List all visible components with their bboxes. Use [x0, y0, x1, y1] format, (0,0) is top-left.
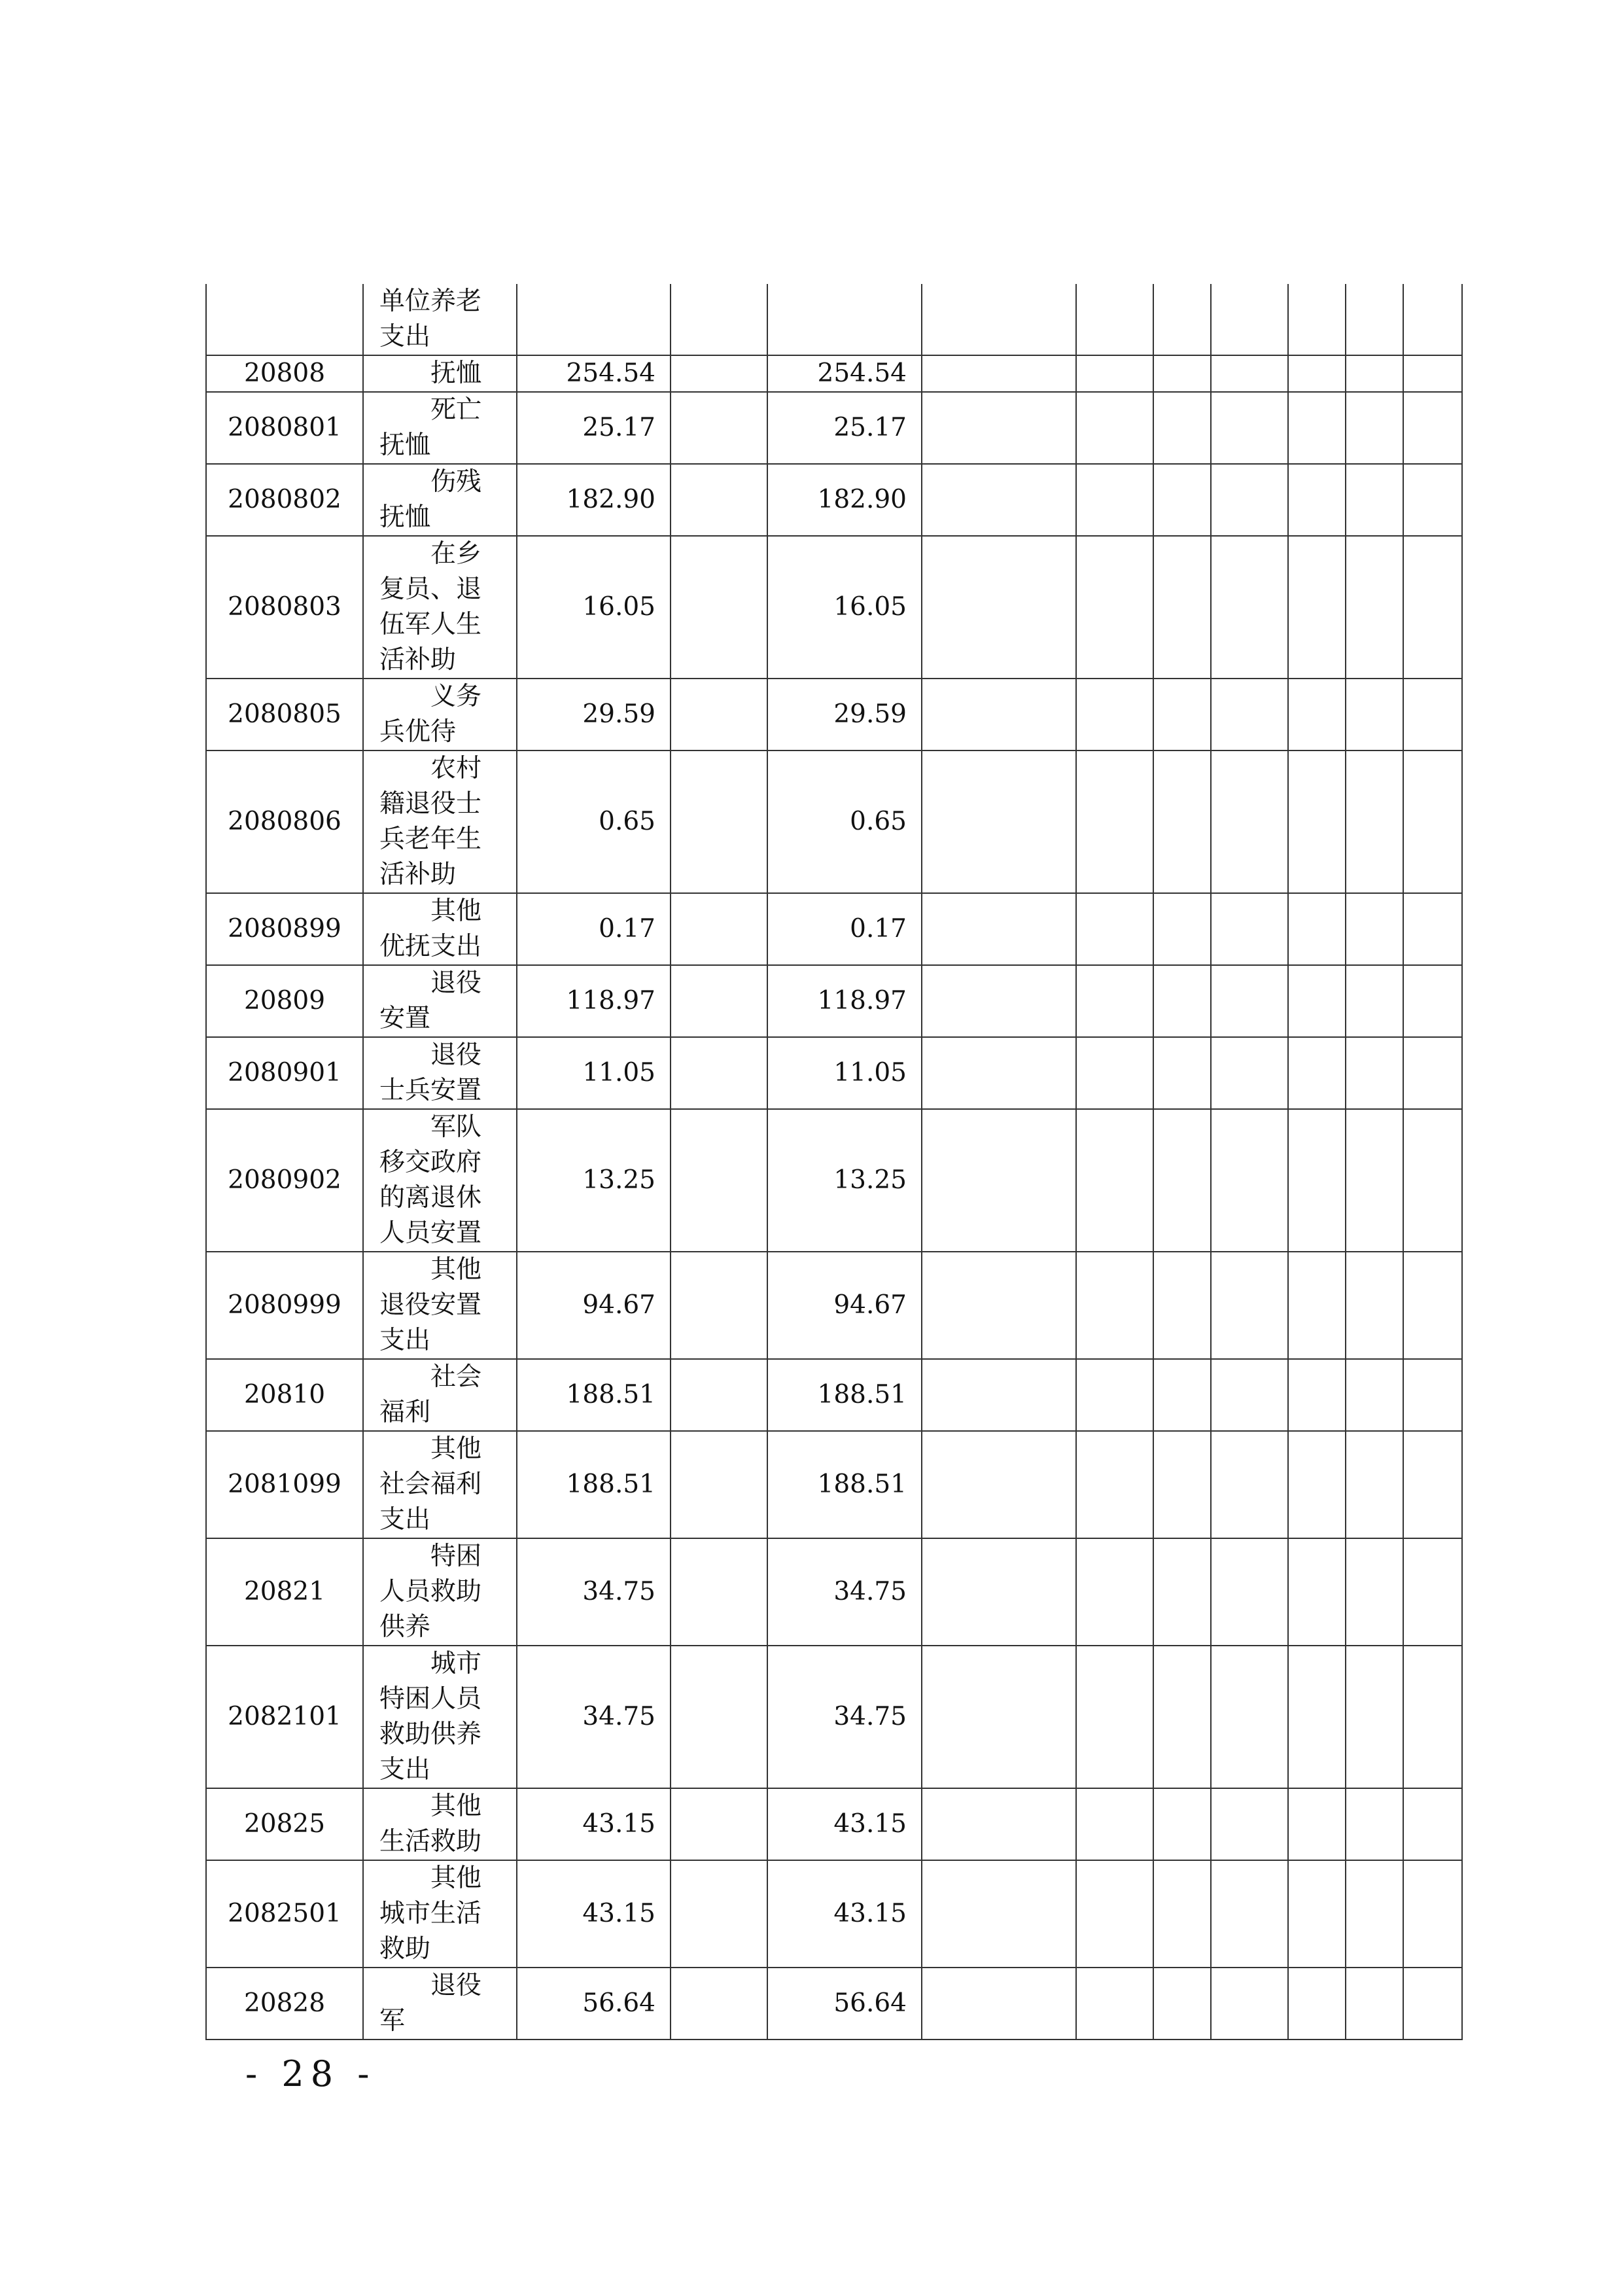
- total-amount-cell: 43.15: [517, 1860, 671, 1968]
- page-number: - 28 -: [245, 2053, 376, 2094]
- item-code-cell: 20825: [206, 1788, 363, 1860]
- empty-cell: [922, 1252, 1076, 1359]
- table-row: [206, 1252, 1462, 1359]
- empty-cell: [1346, 1538, 1403, 1646]
- item-name-cell: [363, 355, 517, 392]
- item-code-cell: 2081099: [206, 1431, 363, 1538]
- item-code-cell: 2080806: [206, 751, 363, 893]
- item-name-text: 退役士兵安置: [379, 1040, 482, 1105]
- empty-cell: [1076, 751, 1153, 893]
- empty-cell: [1076, 893, 1153, 965]
- empty-cell: [1346, 1359, 1403, 1431]
- empty-cell: [1403, 1788, 1462, 1860]
- empty-cell: [1076, 1359, 1153, 1431]
- item-name-cell: [363, 536, 517, 679]
- item-name-cell: [363, 1538, 517, 1646]
- empty-cell: [1346, 392, 1403, 464]
- empty-cell: [1153, 464, 1211, 536]
- empty-cell: [671, 679, 767, 751]
- item-name-cell: [363, 284, 517, 355]
- empty-cell: [1288, 1037, 1346, 1109]
- empty-cell: [1211, 965, 1288, 1037]
- empty-cell: [1076, 284, 1153, 355]
- empty-cell: [1211, 893, 1288, 965]
- item-name-text: 单位养老支出: [379, 287, 482, 351]
- item-code-cell: 2080899: [206, 893, 363, 965]
- empty-cell: [1076, 1109, 1153, 1252]
- empty-cell: [1288, 536, 1346, 679]
- empty-cell: [1346, 1037, 1403, 1109]
- total-amount-cell: 34.75: [517, 1538, 671, 1646]
- item-code-cell: 2080999: [206, 1252, 363, 1359]
- empty-cell: [671, 1788, 767, 1860]
- empty-cell: [1153, 1252, 1211, 1359]
- empty-cell: [1403, 392, 1462, 464]
- empty-cell: [1211, 1431, 1288, 1538]
- empty-cell: [922, 751, 1076, 893]
- basic-amount-cell: [767, 284, 922, 355]
- table-row: [206, 1646, 1462, 1788]
- empty-cell: [1211, 355, 1288, 392]
- empty-cell: [1153, 1109, 1211, 1252]
- empty-cell: [1153, 392, 1211, 464]
- item-name-cell: [363, 1431, 517, 1538]
- item-name-text: 义务兵优待: [379, 682, 482, 747]
- empty-cell: [1211, 536, 1288, 679]
- empty-cell: [1211, 1968, 1288, 2040]
- empty-cell: [1346, 893, 1403, 965]
- empty-cell: [1153, 1646, 1211, 1788]
- empty-cell: [1288, 464, 1346, 536]
- empty-cell: [671, 1359, 767, 1431]
- empty-cell: [1211, 679, 1288, 751]
- empty-cell: [1346, 464, 1403, 536]
- empty-cell: [671, 1646, 767, 1788]
- empty-cell: [1288, 1252, 1346, 1359]
- item-code-cell: 20821: [206, 1538, 363, 1646]
- basic-amount-cell: 56.64: [767, 1968, 922, 2040]
- empty-cell: [1211, 1860, 1288, 1968]
- empty-cell: [1076, 1431, 1153, 1538]
- empty-cell: [1288, 893, 1346, 965]
- empty-cell: [671, 1252, 767, 1359]
- empty-cell: [1346, 1252, 1403, 1359]
- empty-cell: [1346, 1109, 1403, 1252]
- item-name-text: 退役军: [379, 1971, 482, 2036]
- empty-cell: [671, 1431, 767, 1538]
- empty-cell: [1403, 1431, 1462, 1538]
- empty-cell: [1288, 1109, 1346, 1252]
- empty-cell: [1211, 1646, 1288, 1788]
- basic-amount-cell: 0.17: [767, 893, 922, 965]
- empty-cell: [1346, 355, 1403, 392]
- total-amount-cell: [517, 284, 671, 355]
- item-code-cell: 20808: [206, 355, 363, 392]
- empty-cell: [1346, 284, 1403, 355]
- basic-amount-cell: 118.97: [767, 965, 922, 1037]
- table-row: [206, 1860, 1462, 1968]
- empty-cell: [1288, 284, 1346, 355]
- empty-cell: [1076, 1860, 1153, 1968]
- empty-cell: [1288, 355, 1346, 392]
- table-row: [206, 1538, 1462, 1646]
- item-code-cell: 2080803: [206, 536, 363, 679]
- empty-cell: [1076, 1968, 1153, 2040]
- item-name-text: 其他退役安置支出: [379, 1255, 482, 1355]
- item-name-text: 其他城市生活救助: [379, 1863, 482, 1964]
- empty-cell: [1288, 1860, 1346, 1968]
- empty-cell: [1076, 1788, 1153, 1860]
- item-name-text: 农村籍退役士兵老年生活补助: [379, 754, 482, 889]
- item-name-cell: [363, 1860, 517, 1968]
- empty-cell: [1403, 679, 1462, 751]
- item-name-cell: [363, 1109, 517, 1252]
- empty-cell: [1153, 965, 1211, 1037]
- empty-cell: [1346, 1968, 1403, 2040]
- empty-cell: [1076, 1646, 1153, 1788]
- empty-cell: [922, 1538, 1076, 1646]
- empty-cell: [1346, 751, 1403, 893]
- table-row: [206, 355, 1462, 392]
- basic-amount-cell: 254.54: [767, 355, 922, 392]
- empty-cell: [1153, 751, 1211, 893]
- empty-cell: [922, 392, 1076, 464]
- table-row: [206, 1788, 1462, 1860]
- item-name-text: 抚恤: [430, 359, 482, 388]
- empty-cell: [1288, 679, 1346, 751]
- empty-cell: [671, 1109, 767, 1252]
- empty-cell: [922, 1788, 1076, 1860]
- table-row: [206, 1037, 1462, 1109]
- item-name-text: 在乡复员、退伍军人生活补助: [379, 539, 482, 675]
- empty-cell: [922, 1359, 1076, 1431]
- empty-cell: [1153, 1037, 1211, 1109]
- empty-cell: [1403, 1860, 1462, 1968]
- total-amount-cell: 43.15: [517, 1788, 671, 1860]
- table-row: [206, 1968, 1462, 2040]
- empty-cell: [1153, 284, 1211, 355]
- item-name-cell: [363, 1646, 517, 1788]
- empty-cell: [1288, 1646, 1346, 1788]
- item-code-cell: [206, 284, 363, 355]
- empty-cell: [1211, 751, 1288, 893]
- item-name-cell: [363, 1968, 517, 2040]
- empty-cell: [1346, 536, 1403, 679]
- item-name-cell: [363, 893, 517, 965]
- empty-cell: [1076, 1252, 1153, 1359]
- empty-cell: [1288, 1788, 1346, 1860]
- table-row: [206, 679, 1462, 751]
- total-amount-cell: 0.17: [517, 893, 671, 965]
- empty-cell: [1403, 1359, 1462, 1431]
- total-amount-cell: 13.25: [517, 1109, 671, 1252]
- empty-cell: [671, 536, 767, 679]
- empty-cell: [671, 1968, 767, 2040]
- empty-cell: [1403, 284, 1462, 355]
- item-name-text: 特困人员救助供养: [379, 1542, 482, 1642]
- empty-cell: [1076, 392, 1153, 464]
- empty-cell: [1153, 893, 1211, 965]
- empty-cell: [1153, 1860, 1211, 1968]
- item-name-cell: [363, 1037, 517, 1109]
- empty-cell: [1211, 1359, 1288, 1431]
- item-name-text: 伤残抚恤: [379, 467, 482, 532]
- empty-cell: [671, 1860, 767, 1968]
- empty-cell: [1288, 392, 1346, 464]
- basic-amount-cell: 94.67: [767, 1252, 922, 1359]
- empty-cell: [922, 1037, 1076, 1109]
- item-code-cell: 2080805: [206, 679, 363, 751]
- empty-cell: [922, 1109, 1076, 1252]
- empty-cell: [1153, 1788, 1211, 1860]
- empty-cell: [1403, 536, 1462, 679]
- empty-cell: [1211, 1252, 1288, 1359]
- empty-cell: [922, 893, 1076, 965]
- empty-cell: [1403, 751, 1462, 893]
- empty-cell: [1211, 464, 1288, 536]
- basic-amount-cell: 34.75: [767, 1646, 922, 1788]
- empty-cell: [1403, 893, 1462, 965]
- empty-cell: [1153, 1968, 1211, 2040]
- item-code-cell: 2080901: [206, 1037, 363, 1109]
- empty-cell: [922, 1646, 1076, 1788]
- table-row: [206, 536, 1462, 679]
- table-row: [206, 1109, 1462, 1252]
- empty-cell: [1346, 1431, 1403, 1538]
- basic-amount-cell: 43.15: [767, 1860, 922, 1968]
- empty-cell: [922, 965, 1076, 1037]
- empty-cell: [1211, 1037, 1288, 1109]
- table-row: [206, 893, 1462, 965]
- item-name-text: 死亡抚恤: [379, 395, 482, 460]
- empty-cell: [671, 392, 767, 464]
- item-code-cell: 20809: [206, 965, 363, 1037]
- item-name-text: 城市特困人员救助供养支出: [379, 1649, 482, 1784]
- total-amount-cell: 56.64: [517, 1968, 671, 2040]
- total-amount-cell: 188.51: [517, 1359, 671, 1431]
- basic-amount-cell: 11.05: [767, 1037, 922, 1109]
- item-code-cell: 20810: [206, 1359, 363, 1431]
- empty-cell: [671, 751, 767, 893]
- empty-cell: [1153, 1538, 1211, 1646]
- empty-cell: [1346, 1788, 1403, 1860]
- total-amount-cell: 16.05: [517, 536, 671, 679]
- empty-cell: [922, 1860, 1076, 1968]
- empty-cell: [1076, 1037, 1153, 1109]
- total-amount-cell: 182.90: [517, 464, 671, 536]
- basic-amount-cell: 182.90: [767, 464, 922, 536]
- item-name-text: 其他生活救助: [379, 1792, 482, 1856]
- empty-cell: [1403, 1037, 1462, 1109]
- total-amount-cell: 25.17: [517, 392, 671, 464]
- empty-cell: [1346, 1860, 1403, 1968]
- empty-cell: [1211, 1538, 1288, 1646]
- total-amount-cell: 0.65: [517, 751, 671, 893]
- basic-amount-cell: 34.75: [767, 1538, 922, 1646]
- empty-cell: [1403, 1968, 1462, 2040]
- item-name-text: 其他优抚支出: [379, 896, 482, 961]
- basic-amount-cell: 13.25: [767, 1109, 922, 1252]
- empty-cell: [1403, 1252, 1462, 1359]
- total-amount-cell: 11.05: [517, 1037, 671, 1109]
- empty-cell: [922, 464, 1076, 536]
- item-name-cell: [363, 679, 517, 751]
- empty-cell: [1211, 1788, 1288, 1860]
- item-name-cell: [363, 1252, 517, 1359]
- total-amount-cell: 29.59: [517, 679, 671, 751]
- empty-cell: [671, 355, 767, 392]
- basic-amount-cell: 43.15: [767, 1788, 922, 1860]
- empty-cell: [1403, 355, 1462, 392]
- total-amount-cell: 188.51: [517, 1431, 671, 1538]
- table-row: [206, 751, 1462, 893]
- table-row: [206, 392, 1462, 464]
- empty-cell: [1288, 751, 1346, 893]
- item-name-text: 军队移交政府的离退休人员安置: [379, 1112, 482, 1248]
- empty-cell: [671, 965, 767, 1037]
- empty-cell: [671, 893, 767, 965]
- empty-cell: [1288, 1359, 1346, 1431]
- empty-cell: [1153, 1359, 1211, 1431]
- empty-cell: [1403, 965, 1462, 1037]
- empty-cell: [671, 284, 767, 355]
- empty-cell: [1153, 679, 1211, 751]
- empty-cell: [671, 1538, 767, 1646]
- empty-cell: [1403, 1646, 1462, 1788]
- item-name-text: 其他社会福利支出: [379, 1434, 482, 1534]
- empty-cell: [1211, 284, 1288, 355]
- empty-cell: [1076, 1538, 1153, 1646]
- empty-cell: [1076, 355, 1153, 392]
- empty-cell: [1403, 1109, 1462, 1252]
- item-code-cell: 2082501: [206, 1860, 363, 1968]
- basic-amount-cell: 29.59: [767, 679, 922, 751]
- empty-cell: [1076, 464, 1153, 536]
- empty-cell: [1211, 392, 1288, 464]
- total-amount-cell: 34.75: [517, 1646, 671, 1788]
- empty-cell: [922, 284, 1076, 355]
- item-code-cell: 2080802: [206, 464, 363, 536]
- empty-cell: [1288, 1538, 1346, 1646]
- basic-amount-cell: 16.05: [767, 536, 922, 679]
- total-amount-cell: 94.67: [517, 1252, 671, 1359]
- empty-cell: [1211, 1109, 1288, 1252]
- basic-amount-cell: 0.65: [767, 751, 922, 893]
- basic-amount-cell: 25.17: [767, 392, 922, 464]
- item-name-cell: [363, 1788, 517, 1860]
- empty-cell: [1288, 1431, 1346, 1538]
- total-amount-cell: 254.54: [517, 355, 671, 392]
- empty-cell: [922, 355, 1076, 392]
- table-row: [206, 1359, 1462, 1431]
- empty-cell: [1153, 355, 1211, 392]
- basic-amount-cell: 188.51: [767, 1359, 922, 1431]
- empty-cell: [1076, 536, 1153, 679]
- empty-cell: [1288, 1968, 1346, 2040]
- table-row: [206, 464, 1462, 536]
- table-body: [206, 284, 1462, 2040]
- table-row: [206, 1431, 1462, 1538]
- empty-cell: [1076, 679, 1153, 751]
- empty-cell: [1153, 536, 1211, 679]
- empty-cell: [671, 1037, 767, 1109]
- empty-cell: [1076, 965, 1153, 1037]
- empty-cell: [1346, 965, 1403, 1037]
- empty-cell: [1403, 1538, 1462, 1646]
- item-name-cell: [363, 1359, 517, 1431]
- item-name-cell: [363, 464, 517, 536]
- item-name-cell: [363, 392, 517, 464]
- item-name-cell: [363, 751, 517, 893]
- empty-cell: [922, 1431, 1076, 1538]
- empty-cell: [1346, 1646, 1403, 1788]
- empty-cell: [1153, 1431, 1211, 1538]
- empty-cell: [1288, 965, 1346, 1037]
- table-row: [206, 965, 1462, 1037]
- item-name-cell: [363, 965, 517, 1037]
- empty-cell: [922, 1968, 1076, 2040]
- item-name-text: 社会福利: [379, 1362, 482, 1427]
- empty-cell: [1346, 679, 1403, 751]
- item-code-cell: 2080902: [206, 1109, 363, 1252]
- item-code-cell: 20828: [206, 1968, 363, 2040]
- total-amount-cell: 118.97: [517, 965, 671, 1037]
- empty-cell: [922, 679, 1076, 751]
- item-code-cell: 2082101: [206, 1646, 363, 1788]
- item-code-cell: 2080801: [206, 392, 363, 464]
- table-row: [206, 284, 1462, 355]
- empty-cell: [1403, 464, 1462, 536]
- empty-cell: [671, 464, 767, 536]
- basic-amount-cell: 188.51: [767, 1431, 922, 1538]
- empty-cell: [922, 536, 1076, 679]
- budget-table: [205, 284, 1463, 2040]
- item-name-text: 退役安置: [379, 968, 482, 1033]
